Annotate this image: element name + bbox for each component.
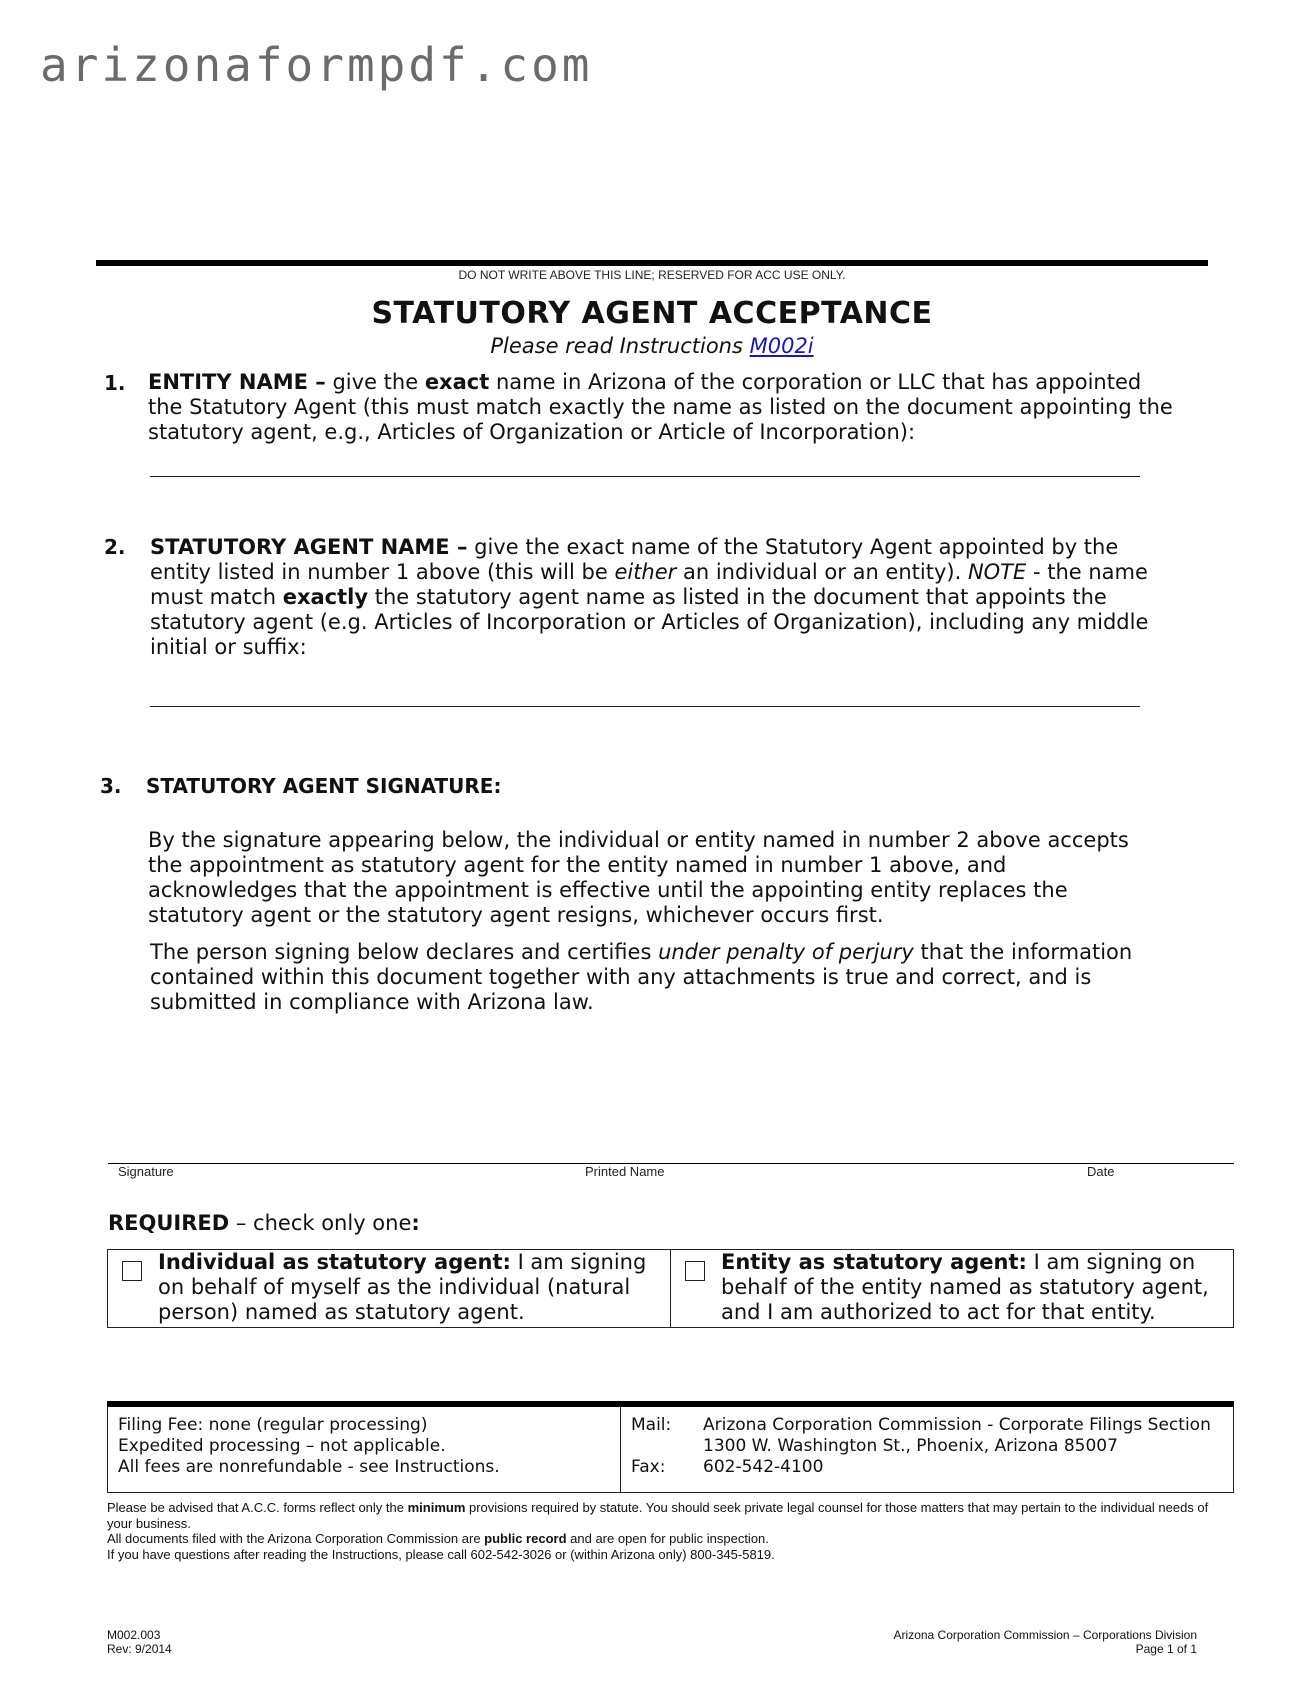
entity-checkbox[interactable]	[685, 1261, 705, 1281]
form-revision: Rev: 9/2014	[107, 1642, 172, 1656]
printed-name-label: Printed Name	[585, 1164, 665, 1179]
perjury-italic: under penalty of perjury	[658, 940, 914, 964]
notice-contact-phone: If you have questions after reading the Instructions, please call 602-542-3026 or (within Arizona only) 800-345-5819.	[107, 1546, 775, 1562]
notice-text-2: provisions required by statute. You should seek private legal counsel for those matters that may pertain to the individual needs of your business.	[107, 1500, 1209, 1531]
required-label: REQUIRED	[108, 1211, 230, 1235]
individual-option-heading: Individual as statutory agent:	[158, 1250, 511, 1274]
section-2-text-4: the statutory agent name as listed in the document that appoints the statutory agent (e.g. Articles of Incorporation or Articles of Organization), including any middle initial or suffix:	[150, 585, 1149, 659]
form-code: M002.003	[107, 1628, 161, 1642]
fee-contact-box	[107, 1407, 1234, 1493]
section-1-text-2: name in Arizona of the corporation or LLC that has appointed the Statutory Agent (this must match exactly the name as listed on the document appointing the statutory agent, e.g., Articles of Organization or Article of Incorporation):	[148, 370, 1173, 444]
mail-address-line-2: 1300 W. Washington St., Phoenix, Arizona 85007	[703, 1436, 1118, 1456]
agency-name: Arizona Corporation Commission – Corporations Division	[893, 1628, 1197, 1642]
section-2-note: NOTE	[967, 560, 1027, 584]
section-1-text-1: give the	[325, 370, 425, 394]
notice-public-record: public record	[484, 1531, 567, 1546]
notice-text-4: and are open for public inspection.	[566, 1531, 769, 1546]
notice-text-3: All documents filed with the Arizona Corporation Commission are	[107, 1531, 485, 1546]
form-subtitle	[96, 334, 1208, 358]
fee-info	[108, 1407, 621, 1492]
entity-name-field[interactable]	[150, 476, 1140, 477]
entity-option-text	[721, 1250, 1225, 1325]
required-text: – check only one	[229, 1211, 412, 1235]
required-instruction	[108, 1211, 420, 1235]
section-1-heading: ENTITY NAME –	[148, 370, 326, 394]
notice-minimum: minimum	[407, 1500, 466, 1515]
perjury-text-2: that the information contained within this document together with any attachments is true and correct, and is submitted in compliance with Arizona law.	[150, 940, 1133, 1014]
nonrefundable-note: All fees are nonrefundable - see Instructions.	[118, 1457, 500, 1477]
entity-option-heading: Entity as statutory agent:	[721, 1250, 1027, 1274]
fax-number: 602-542-4100	[703, 1457, 824, 1477]
required-colon: :	[411, 1211, 420, 1235]
reserved-divider	[96, 260, 1208, 266]
form-title: STATUTORY AGENT ACCEPTANCE	[371, 296, 933, 331]
section-2-italic-1: either	[614, 560, 677, 584]
section-2-text-2: an individual or an entity).	[676, 560, 968, 584]
legal-notice	[107, 1500, 1234, 1562]
entity-option-desc: I am signing on behalf of the entity named as statutory agent, and I am authorized to act for that entity.	[721, 1250, 1209, 1324]
perjury-text-1: The person signing below declares and certifies	[150, 940, 659, 964]
section-2-text-1: give the exact name of the Statutory Agent appointed by the entity listed in number 1 above (this will be	[150, 535, 1119, 584]
section-2-text	[150, 535, 1170, 660]
individual-option-desc: I am signing on behalf of myself as the individual (natural person) named as statutory agent.	[158, 1250, 647, 1324]
section-1-number: 1.	[104, 371, 126, 395]
statutory-agent-name-field[interactable]	[150, 706, 1140, 707]
individual-checkbox[interactable]	[122, 1261, 142, 1281]
section-3-number: 3.	[100, 774, 122, 798]
date-label: Date	[1087, 1164, 1115, 1179]
acceptance-paragraph: By the signature appearing below, the individual or entity named in number 2 above accepts the appointment as statutory agent for the entity named in number 1 above, and acknowledges that the appointment is effective until the appointing entity replaces the statutory agent or the statutory agent resigns, whichever occurs first.	[148, 828, 1129, 927]
section-1-emphasis: exact	[424, 370, 490, 394]
section-1-text	[148, 370, 1178, 445]
choice-individual	[108, 1250, 670, 1327]
filing-fee: Filing Fee: none (regular processing)	[118, 1415, 428, 1435]
agency-block	[894, 1628, 1197, 1656]
expedited-processing: Expedited processing – not applicable.	[118, 1436, 446, 1456]
section-3-heading: STATUTORY AGENT SIGNATURE:	[146, 774, 502, 798]
signature-label: Signature	[118, 1164, 174, 1179]
perjury-paragraph	[150, 940, 1140, 1015]
reserved-note: DO NOT WRITE ABOVE THIS LINE; RESERVED FOR ACC USE ONLY.	[458, 268, 846, 282]
section-2-heading: STATUTORY AGENT NAME –	[150, 535, 468, 559]
individual-option-text	[158, 1250, 662, 1325]
contact-info	[621, 1407, 1233, 1492]
agent-type-choices	[107, 1249, 1234, 1328]
section-2-emphasis: exactly	[282, 585, 369, 609]
notice-text-1: Please be advised that A.C.C. forms reflect only the	[107, 1500, 408, 1515]
section-2-text-3: - the name must match	[150, 560, 1148, 609]
page-number: Page 1 of 1	[1135, 1642, 1197, 1656]
watermark: arizonaformpdf.com	[40, 38, 593, 92]
fax-label: Fax:	[631, 1457, 666, 1477]
mail-address-line-1: Arizona Corporation Commission - Corporate Filings Section	[703, 1415, 1211, 1435]
form-code-block	[107, 1628, 172, 1656]
signature-line[interactable]	[108, 1163, 1234, 1164]
mail-label: Mail:	[631, 1415, 672, 1435]
instructions-link[interactable]: M002i	[749, 334, 814, 358]
subtitle-prefix: Please read Instructions	[490, 334, 750, 358]
choice-entity	[670, 1250, 1233, 1327]
section-2-number: 2.	[104, 535, 126, 559]
